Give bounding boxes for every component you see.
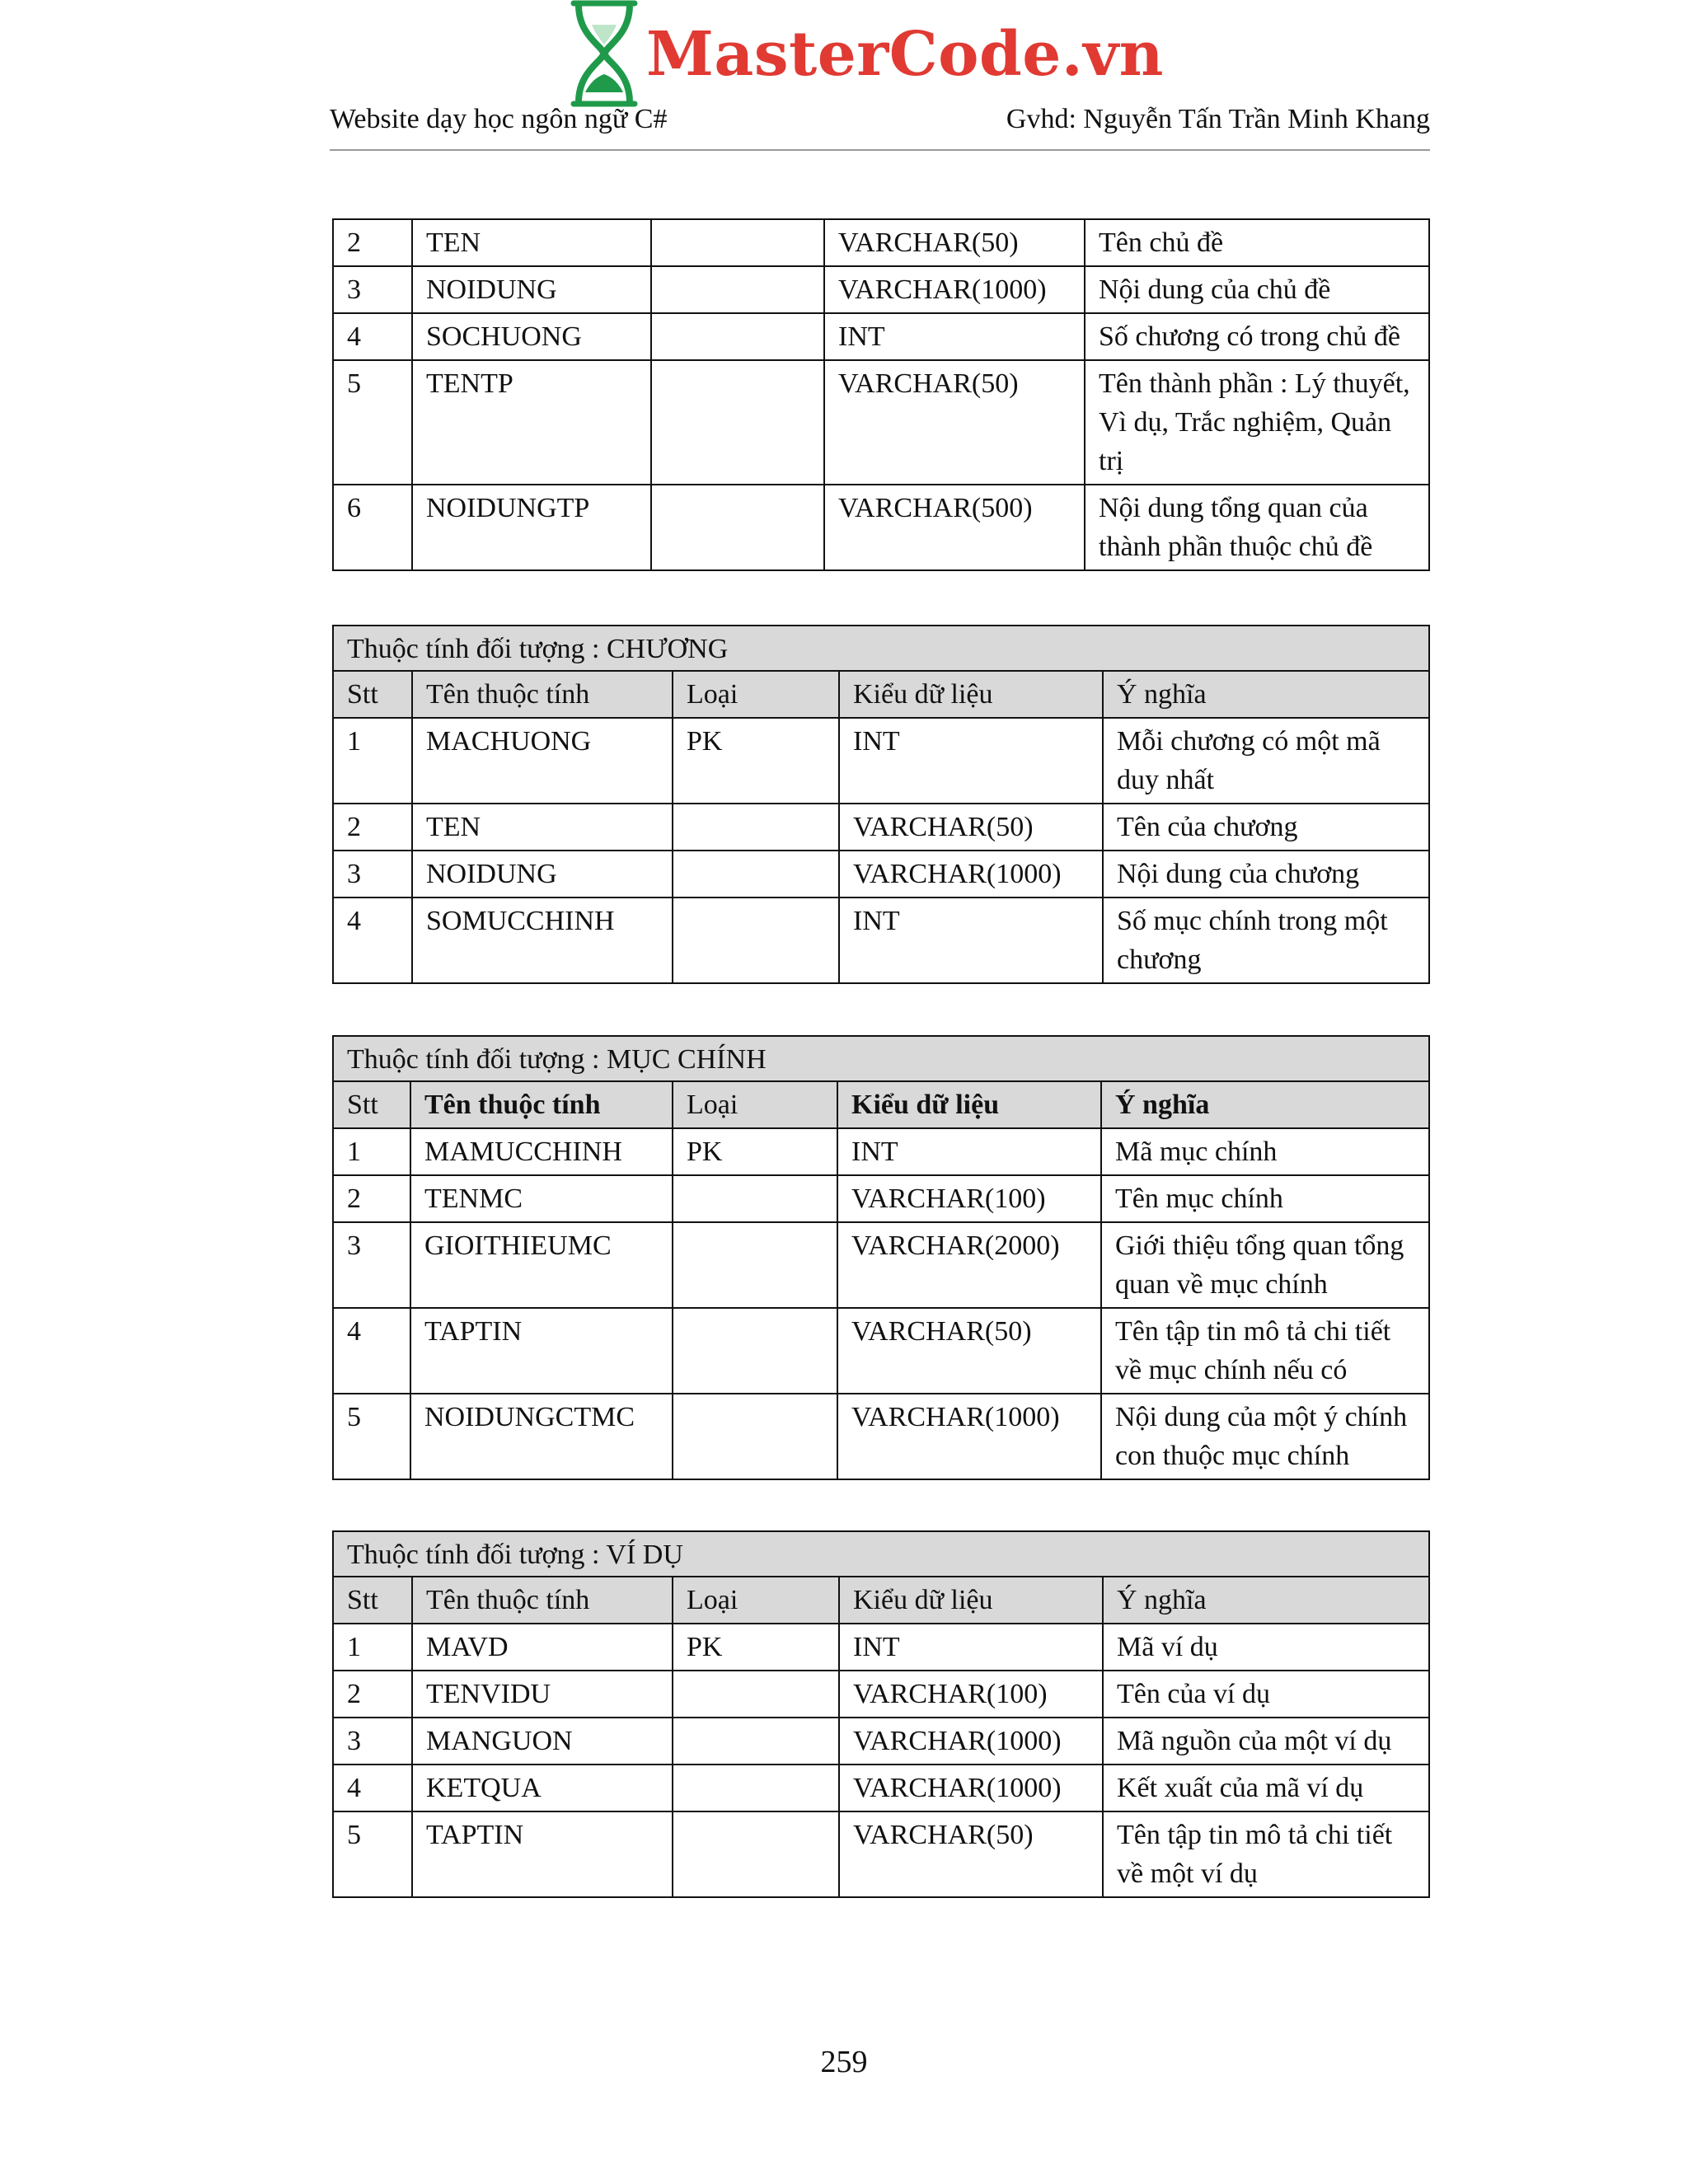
cell-ten-thuoc-tinh: TAPTIN (412, 1811, 673, 1897)
cell-loai (673, 898, 839, 983)
table-row (333, 485, 1429, 570)
cell-kieu-du-lieu: VARCHAR(100) (839, 1671, 1103, 1718)
cell-stt: 2 (333, 804, 412, 851)
cell-ten-thuoc-tinh: SOMUCCHINH (412, 898, 673, 983)
cell-y-nghia: Mỗi chương có một mã duy nhất (1103, 718, 1429, 804)
table-row (333, 360, 1429, 485)
column-header-kieu-du-lieu: Kiểu dữ liệu (837, 1081, 1101, 1128)
cell-kieu-du-lieu: VARCHAR(50) (824, 219, 1085, 266)
page-header (330, 0, 1430, 152)
column-header-kieu-du-lieu: Kiểu dữ liệu (839, 671, 1103, 718)
cell-loai (651, 313, 824, 360)
cell-loai (673, 1671, 839, 1718)
cell-ten-thuoc-tinh: NOIDUNG (412, 851, 673, 898)
column-header-stt: Stt (333, 1081, 410, 1128)
cell-ten-thuoc-tinh: MAVD (412, 1624, 673, 1671)
cell-loai (673, 804, 839, 851)
cell-ten-thuoc-tinh: MANGUON (412, 1718, 673, 1765)
cell-ten-thuoc-tinh: TENVIDU (412, 1671, 673, 1718)
column-header-ten-thuoc-tinh: Tên thuộc tính (410, 1081, 673, 1128)
table-title: Thuộc tính đối tượng : VÍ DỤ (333, 1531, 1429, 1577)
column-header-loai: Loại (673, 671, 839, 718)
header-divider (330, 149, 1430, 151)
column-header-loai: Loại (673, 1577, 839, 1624)
cell-kieu-du-lieu: VARCHAR(1000) (839, 1765, 1103, 1811)
cell-kieu-du-lieu: VARCHAR(1000) (839, 851, 1103, 898)
cell-y-nghia: Nội dung của chủ đề (1085, 266, 1429, 313)
column-header-stt: Stt (333, 1577, 412, 1624)
cell-kieu-du-lieu: VARCHAR(100) (837, 1175, 1101, 1222)
cell-y-nghia: Số chương có trong chủ đề (1085, 313, 1429, 360)
table-row (333, 1671, 1429, 1718)
cell-loai (673, 1765, 839, 1811)
cell-ten-thuoc-tinh: MACHUONG (412, 718, 673, 804)
cell-ten-thuoc-tinh: KETQUA (412, 1765, 673, 1811)
cell-stt: 2 (333, 219, 412, 266)
page-number: 259 (820, 2045, 868, 2079)
cell-loai (651, 266, 824, 313)
cell-stt: 3 (333, 1718, 412, 1765)
cell-kieu-du-lieu: VARCHAR(1000) (839, 1718, 1103, 1765)
cell-loai: PK (673, 1128, 837, 1175)
cell-y-nghia: Số mục chính trong một chương (1103, 898, 1429, 983)
cell-kieu-du-lieu: VARCHAR(1000) (837, 1394, 1101, 1479)
cell-kieu-du-lieu: VARCHAR(50) (839, 804, 1103, 851)
cell-stt: 4 (333, 898, 412, 983)
site-logo (567, 0, 1164, 107)
cell-kieu-du-lieu: VARCHAR(2000) (837, 1222, 1101, 1308)
cell-loai (673, 1811, 839, 1897)
header-site-description: Website dạy học ngôn ngữ C# (330, 104, 668, 134)
cell-stt: 4 (333, 1308, 410, 1394)
cell-y-nghia: Tên tập tin mô tả chi tiết về một ví dụ (1103, 1811, 1429, 1897)
cell-kieu-du-lieu: VARCHAR(500) (824, 485, 1085, 570)
table-row (333, 1718, 1429, 1765)
cell-kieu-du-lieu: VARCHAR(1000) (824, 266, 1085, 313)
cell-kieu-du-lieu: INT (837, 1128, 1101, 1175)
cell-loai (651, 485, 824, 570)
table-row (333, 1394, 1429, 1479)
cell-y-nghia: Kết xuất của mã ví dụ (1103, 1765, 1429, 1811)
cell-stt: 5 (333, 1394, 410, 1479)
cell-y-nghia: Tên chủ đề (1085, 219, 1429, 266)
table-row (333, 1308, 1429, 1394)
cell-y-nghia: Nội dung tổng quan của thành phần thuộc chủ đề (1085, 485, 1429, 570)
cell-stt: 1 (333, 1624, 412, 1671)
cell-y-nghia: Tên của chương (1103, 804, 1429, 851)
table-row (333, 1222, 1429, 1308)
column-header-y-nghia: Ý nghĩa (1101, 1081, 1429, 1128)
cell-ten-thuoc-tinh: TAPTIN (410, 1308, 673, 1394)
table-row (333, 851, 1429, 898)
column-header-loai: Loại (673, 1081, 837, 1128)
cell-stt: 3 (333, 1222, 410, 1308)
column-header-y-nghia: Ý nghĩa (1103, 1577, 1429, 1624)
column-header-ten-thuoc-tinh: Tên thuộc tính (412, 1577, 673, 1624)
table-row (333, 1765, 1429, 1811)
cell-ten-thuoc-tinh: NOIDUNG (412, 266, 651, 313)
cell-ten-thuoc-tinh: TENMC (410, 1175, 673, 1222)
cell-ten-thuoc-tinh: TENTP (412, 360, 651, 485)
table-row (333, 718, 1429, 804)
cell-loai: PK (673, 1624, 839, 1671)
cell-loai (673, 1222, 837, 1308)
header-instructor: Gvhd: Nguyễn Tấn Trần Minh Khang (1006, 104, 1430, 134)
table-title: Thuộc tính đối tượng : MỤC CHÍNH (333, 1036, 1429, 1081)
cell-stt: 2 (333, 1671, 412, 1718)
cell-loai (673, 1308, 837, 1394)
cell-loai (651, 219, 824, 266)
table-title: Thuộc tính đối tượng : CHƯƠNG (333, 626, 1429, 671)
cell-y-nghia: Nội dung của chương (1103, 851, 1429, 898)
cell-y-nghia: Tên của ví dụ (1103, 1671, 1429, 1718)
table-chude-continued (332, 218, 1430, 571)
cell-y-nghia: Mã ví dụ (1103, 1624, 1429, 1671)
table-row (333, 804, 1429, 851)
cell-loai (651, 360, 824, 485)
cell-ten-thuoc-tinh: TEN (412, 804, 673, 851)
table-vi-du (332, 1530, 1430, 1898)
cell-loai (673, 1718, 839, 1765)
cell-y-nghia: Tên thành phần : Lý thuyết, Vì dụ, Trắc nghiệm, Quản trị (1085, 360, 1429, 485)
table-chuong (332, 625, 1430, 984)
cell-y-nghia: Mã mục chính (1101, 1128, 1429, 1175)
cell-stt: 5 (333, 1811, 412, 1897)
cell-kieu-du-lieu: INT (839, 718, 1103, 804)
cell-ten-thuoc-tinh: GIOITHIEUMC (410, 1222, 673, 1308)
table-row (333, 219, 1429, 266)
logo-text: MasterCode.vn (646, 19, 1164, 90)
column-header-ten-thuoc-tinh: Tên thuộc tính (412, 671, 673, 718)
cell-y-nghia: Tên tập tin mô tả chi tiết về mục chính nếu có (1101, 1308, 1429, 1394)
cell-y-nghia: Mã nguồn của một ví dụ (1103, 1718, 1429, 1765)
cell-stt: 1 (333, 718, 412, 804)
cell-loai: PK (673, 718, 839, 804)
cell-kieu-du-lieu: VARCHAR(50) (837, 1308, 1101, 1394)
column-header-y-nghia: Ý nghĩa (1103, 671, 1429, 718)
table-row (333, 313, 1429, 360)
cell-y-nghia: Tên mục chính (1101, 1175, 1429, 1222)
cell-stt: 3 (333, 266, 412, 313)
cell-kieu-du-lieu: VARCHAR(50) (824, 360, 1085, 485)
cell-ten-thuoc-tinh: NOIDUNGTP (412, 485, 651, 570)
cell-ten-thuoc-tinh: TEN (412, 219, 651, 266)
cell-loai (673, 851, 839, 898)
cell-ten-thuoc-tinh: MAMUCCHINH (410, 1128, 673, 1175)
cell-kieu-du-lieu: INT (839, 1624, 1103, 1671)
table-row (333, 898, 1429, 983)
table-row (333, 1175, 1429, 1222)
table-muc-chinh (332, 1035, 1430, 1480)
cell-kieu-du-lieu: INT (824, 313, 1085, 360)
cell-kieu-du-lieu: VARCHAR(50) (839, 1811, 1103, 1897)
cell-y-nghia: Nội dung của một ý chính con thuộc mục chính (1101, 1394, 1429, 1479)
cell-stt: 6 (333, 485, 412, 570)
cell-stt: 1 (333, 1128, 410, 1175)
cell-loai (673, 1175, 837, 1222)
column-header-kieu-du-lieu: Kiểu dữ liệu (839, 1577, 1103, 1624)
cell-stt: 3 (333, 851, 412, 898)
table-row (333, 1128, 1429, 1175)
table-row (333, 266, 1429, 313)
column-header-stt: Stt (333, 671, 412, 718)
cell-loai (673, 1394, 837, 1479)
cell-ten-thuoc-tinh: NOIDUNGCTMC (410, 1394, 673, 1479)
cell-y-nghia: Giới thiệu tổng quan tổng quan về mục chính (1101, 1222, 1429, 1308)
cell-stt: 4 (333, 313, 412, 360)
cell-stt: 4 (333, 1765, 412, 1811)
hourglass-icon (567, 0, 641, 107)
cell-stt: 5 (333, 360, 412, 485)
cell-ten-thuoc-tinh: SOCHUONG (412, 313, 651, 360)
table-row (333, 1811, 1429, 1897)
cell-stt: 2 (333, 1175, 410, 1222)
table-row (333, 1624, 1429, 1671)
cell-kieu-du-lieu: INT (839, 898, 1103, 983)
